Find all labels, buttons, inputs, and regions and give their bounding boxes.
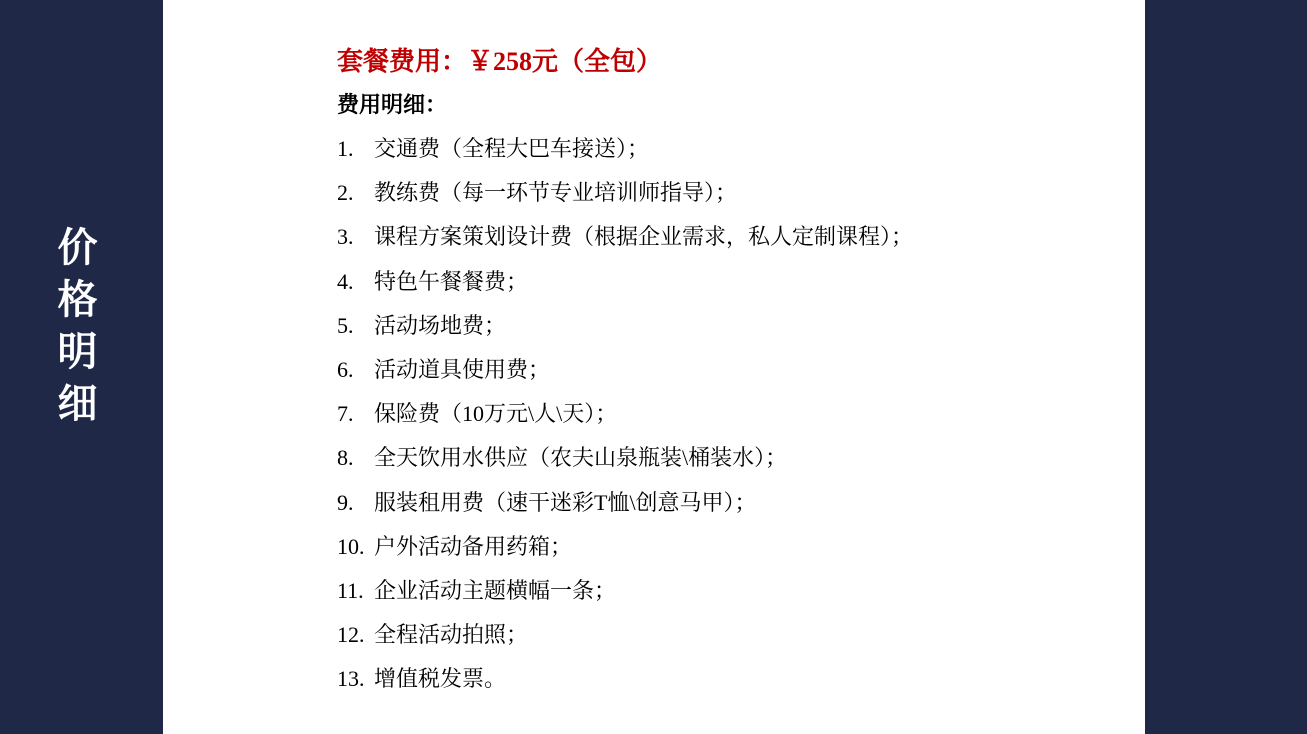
item-number: 2. <box>337 180 354 206</box>
item-text: 全天饮用水供应（农夫山泉瓶装\桶装水）； <box>374 445 788 471</box>
side-title-char: 明 <box>57 329 98 375</box>
item-text: 课程方案策划设计费（根据企业需求，私人定制课程）； <box>374 224 914 250</box>
list-item <box>337 569 1127 613</box>
item-text: 交通费（全程大巴车接送）； <box>374 136 650 161</box>
item-text: 企业活动主题横幅一条； <box>374 577 617 603</box>
list-item <box>337 171 1127 215</box>
item-text: 全程活动拍照； <box>374 622 529 648</box>
item-number: 10. <box>337 533 365 559</box>
item-text: 保险费（10万元\人\天）； <box>374 401 618 427</box>
item-text: 特色午餐餐费； <box>374 268 529 294</box>
item-number: 7. <box>337 401 354 427</box>
list-item <box>337 348 1127 392</box>
list-item <box>337 304 1127 348</box>
item-text: 教练费（每一环节专业培训师指导）； <box>374 180 738 206</box>
list-item <box>337 481 1127 525</box>
item-number: 11. <box>337 577 364 603</box>
item-text: 活动场地费； <box>374 312 507 338</box>
list-item <box>337 127 1127 171</box>
list-item <box>337 260 1127 304</box>
side-title-char: 价 <box>57 225 98 271</box>
right-sidebar-band <box>1145 0 1307 734</box>
list-item <box>337 215 1127 259</box>
item-text: 户外活动备用药箱； <box>374 533 573 559</box>
item-text: 服装租用费（速干迷彩T恤\创意马甲）； <box>374 489 757 515</box>
list-item <box>337 436 1127 480</box>
item-number: 6. <box>337 356 354 382</box>
item-number: 13. <box>337 666 365 692</box>
item-number: 5. <box>337 312 354 338</box>
item-number: 4. <box>337 268 354 294</box>
item-number: 3. <box>337 224 354 250</box>
package-price-headline: 套餐费用：￥258元（全包） <box>337 47 663 76</box>
fee-item-list <box>337 127 1127 701</box>
list-item <box>337 392 1127 436</box>
side-title <box>0 222 163 430</box>
item-text: 活动道具使用费； <box>374 356 551 382</box>
list-item <box>337 613 1127 657</box>
item-number: 12. <box>337 622 365 648</box>
item-text: 增值税发票。 <box>374 666 507 692</box>
side-title-char: 细 <box>57 381 98 427</box>
list-item <box>337 657 1127 701</box>
side-title-char: 格 <box>57 277 98 323</box>
fee-details-heading: 费用明细： <box>337 92 448 117</box>
price-details-content <box>337 41 1127 701</box>
item-number: 1. <box>337 136 354 161</box>
item-number: 8. <box>337 445 354 471</box>
list-item <box>337 525 1127 569</box>
item-number: 9. <box>337 489 354 515</box>
